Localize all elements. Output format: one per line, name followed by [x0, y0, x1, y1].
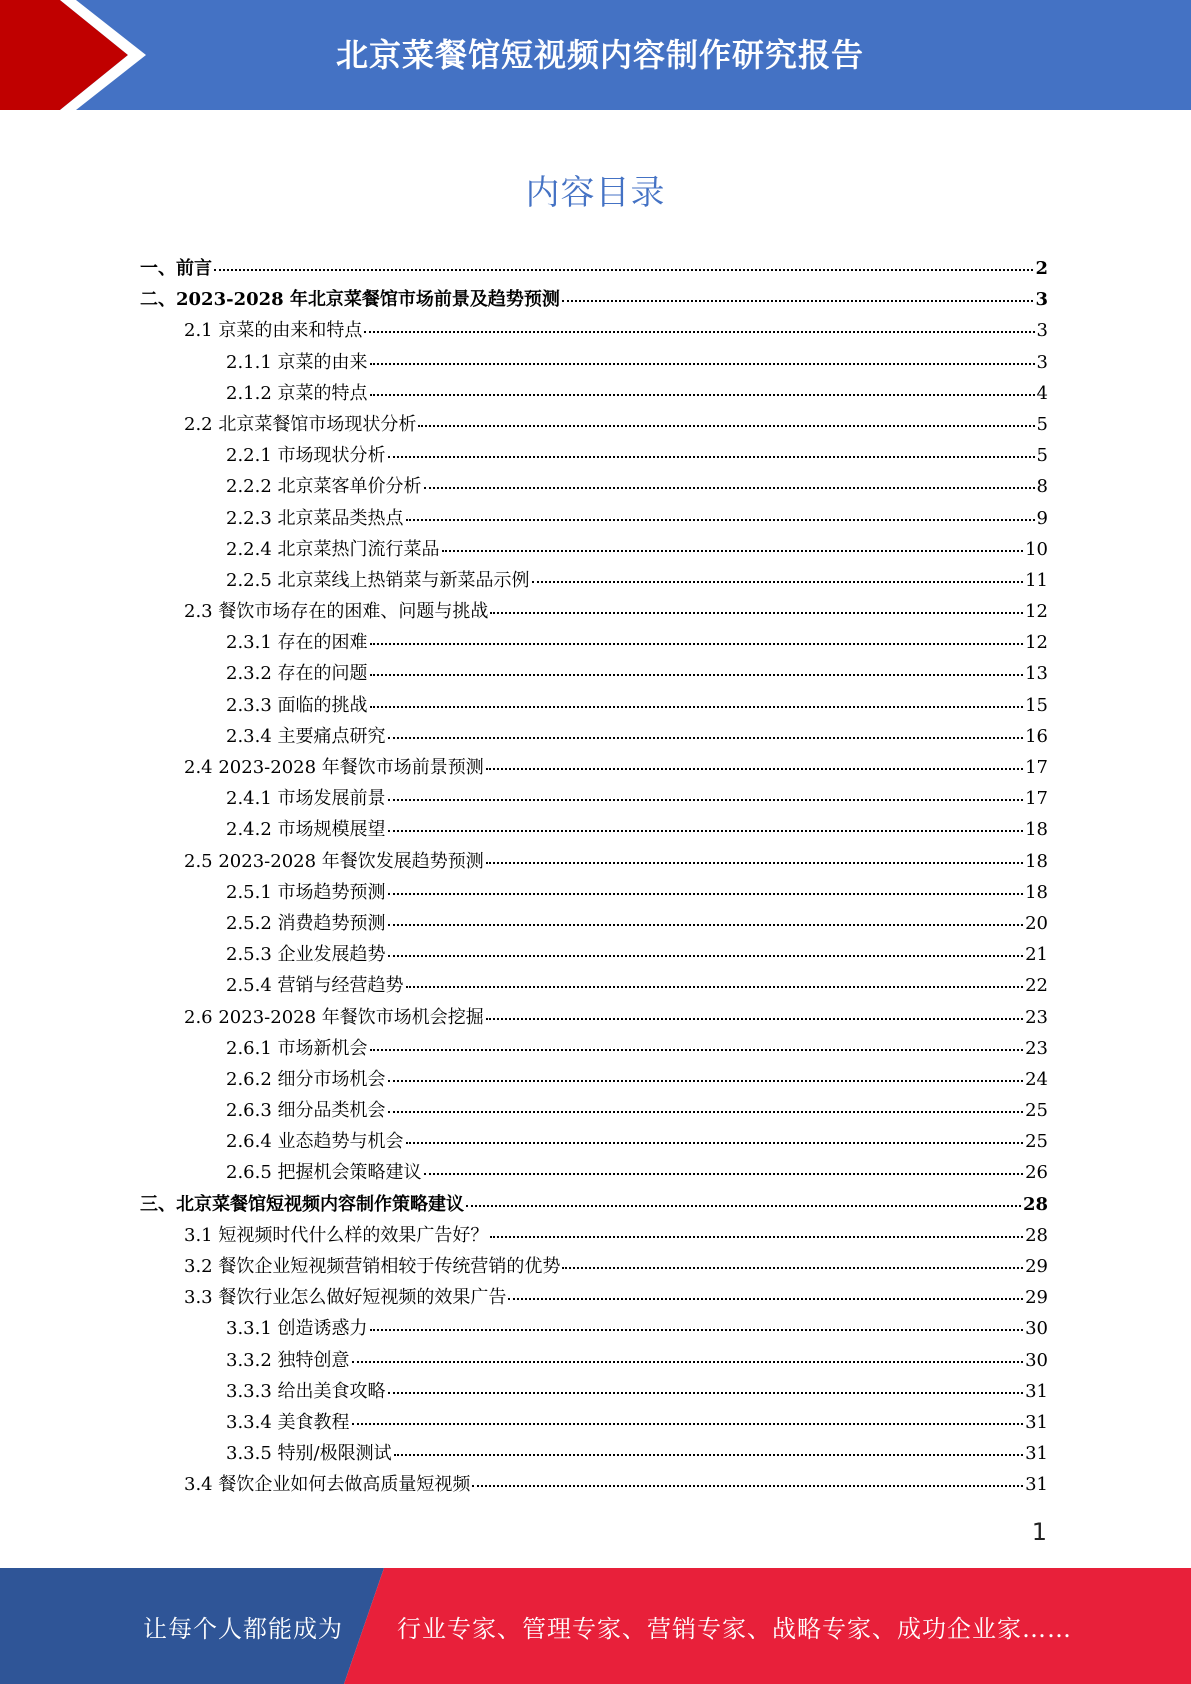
dot-leader [406, 519, 1035, 521]
dot-leader [486, 1018, 1023, 1020]
toc-entry-label: 2.2 北京菜餐馆市场现状分析 [184, 413, 417, 435]
toc-entry[interactable] [140, 1251, 1048, 1282]
toc-entry[interactable] [140, 1220, 1048, 1251]
toc-entry-page: 28 [1025, 1224, 1048, 1246]
toc-entry-label: 3.2 餐饮企业短视频营销相较于传统营销的优势 [184, 1256, 561, 1277]
toc-entry-label: 2.6.2 细分市场机会 [226, 1068, 386, 1090]
toc-entry-page: 5 [1036, 413, 1048, 435]
toc-entry-label: 2.6.1 市场新机会 [226, 1037, 368, 1059]
toc-entry-page: 31 [1025, 1474, 1048, 1496]
toc-entry[interactable] [140, 1189, 1048, 1220]
toc-entry[interactable] [140, 378, 1048, 409]
toc-entry-label: 3.1 短视频时代什么样的效果广告好？ [184, 1224, 489, 1246]
toc-entry[interactable] [140, 1033, 1048, 1064]
dot-leader [388, 1392, 1024, 1394]
dot-leader [466, 1205, 1021, 1207]
toc-entry-page: 18 [1025, 850, 1048, 872]
toc-entry-label: 2.3.1 存在的困难 [226, 632, 368, 654]
toc-entry-label: 二、2023-2028 年北京菜餐馆市场前景及趋势预测 [140, 289, 560, 311]
toc-entry-page: 12 [1025, 601, 1048, 623]
toc-entry-label: 3.3.1 创造诱惑力 [226, 1318, 368, 1340]
toc-entry[interactable] [140, 1376, 1048, 1407]
toc-entry[interactable] [140, 690, 1048, 721]
toc-entry-label: 2.2.1 市场现状分析 [226, 445, 386, 467]
toc-entry[interactable] [140, 877, 1048, 908]
dot-leader [562, 300, 1034, 302]
toc-entry-label: 三、北京菜餐馆短视频内容制作策略建议 [140, 1193, 464, 1215]
dot-leader [406, 986, 1024, 988]
toc-entry[interactable] [140, 1313, 1048, 1344]
toc-entry[interactable] [140, 347, 1048, 378]
toc-entry[interactable] [140, 783, 1048, 814]
toc-entry-page: 11 [1025, 569, 1048, 591]
dot-leader [388, 1080, 1024, 1082]
toc-entry[interactable] [140, 721, 1048, 752]
dot-leader [394, 1454, 1024, 1456]
toc-entry-label: 2.6.4 业态趋势与机会 [226, 1131, 404, 1153]
toc-entry-page: 23 [1025, 1037, 1048, 1059]
toc-entry[interactable] [140, 1345, 1048, 1376]
dot-leader [370, 706, 1024, 708]
dot-leader [388, 830, 1024, 832]
toc-entry-page: 31 [1025, 1411, 1048, 1433]
toc-entry[interactable] [140, 534, 1048, 565]
toc-entry-label: 2.5.2 消费趋势预测 [226, 912, 386, 934]
dot-leader [388, 893, 1024, 895]
toc-entry-label: 2.1 京菜的由来和特点 [184, 320, 363, 342]
toc-entry-page: 8 [1036, 476, 1048, 498]
dot-leader [370, 674, 1024, 676]
dot-leader [388, 1111, 1024, 1113]
toc-entry-page: 5 [1036, 445, 1048, 467]
toc-entry-page: 26 [1025, 1162, 1048, 1184]
dot-leader [442, 550, 1024, 552]
toc-entry[interactable] [140, 440, 1048, 471]
dot-leader [370, 1049, 1024, 1051]
toc-heading: 内容目录 [525, 173, 666, 213]
toc-entry[interactable] [140, 658, 1048, 689]
toc-entry-page: 3 [1035, 289, 1048, 311]
footer-slogan-right: 行业专家、管理专家、营销专家、战略专家、成功企业家…… [397, 1614, 1072, 1643]
dot-leader [352, 1423, 1024, 1425]
dot-leader [532, 581, 1024, 583]
toc-entry-page: 10 [1025, 538, 1048, 560]
toc-entry[interactable] [140, 1438, 1048, 1469]
toc-entry-page: 30 [1025, 1318, 1048, 1340]
dot-leader [352, 1361, 1024, 1363]
dot-leader [472, 1485, 1023, 1487]
toc-entry-label: 2.3.2 存在的问题 [226, 663, 368, 685]
toc-entry-page: 3 [1036, 351, 1048, 373]
toc-entry[interactable] [140, 565, 1048, 596]
dot-leader [406, 1142, 1024, 1144]
toc-entry[interactable] [140, 970, 1048, 1001]
toc-entry-label: 2.6.3 细分品类机会 [226, 1100, 386, 1122]
toc-entry-page: 28 [1022, 1193, 1048, 1215]
toc-entry-page: 18 [1025, 881, 1048, 903]
toc-entry[interactable] [140, 1469, 1048, 1500]
toc-entry-page: 21 [1025, 944, 1048, 966]
toc-entry[interactable] [140, 1282, 1048, 1313]
toc-entry-page: 13 [1025, 663, 1048, 685]
toc-entry-label: 一、前言 [140, 258, 212, 279]
toc-entry-label: 2.4.1 市场发展前景 [226, 788, 386, 810]
dot-leader [490, 612, 1023, 614]
dot-leader [388, 737, 1024, 739]
footer-banner [0, 1568, 1191, 1684]
toc-entry[interactable] [140, 1095, 1048, 1126]
toc-entry-label: 2.4 2023-2028 年餐饮市场前景预测 [184, 757, 484, 778]
toc-entry-page: 4 [1036, 382, 1048, 404]
toc-entry-label: 2.1.2 京菜的特点 [226, 382, 368, 404]
toc-entry[interactable] [140, 939, 1048, 970]
toc-entry-page: 17 [1025, 757, 1048, 778]
toc-entry-page: 31 [1025, 1443, 1048, 1465]
toc-entry-label: 2.3.4 主要痛点研究 [226, 725, 386, 747]
dot-leader [388, 955, 1024, 957]
toc-entry[interactable] [140, 1157, 1048, 1188]
toc-entry-label: 2.1.1 京菜的由来 [226, 351, 368, 373]
toc-entry-label: 3.3.4 美食教程 [226, 1411, 350, 1433]
dot-leader [486, 862, 1023, 864]
toc-entry[interactable] [140, 814, 1048, 845]
toc-entry[interactable] [140, 315, 1048, 346]
toc-entry[interactable] [140, 471, 1048, 502]
toc-entry-page: 25 [1025, 1100, 1048, 1122]
toc-entry[interactable] [140, 503, 1048, 534]
toc-entry[interactable] [140, 1064, 1048, 1095]
table-of-contents [140, 253, 1048, 1501]
toc-entry-page: 9 [1036, 507, 1048, 529]
header-banner [0, 0, 1191, 110]
toc-entry[interactable] [140, 846, 1048, 877]
footer-slogan-left: 让每个人都能成为 [143, 1614, 343, 1643]
toc-entry-label: 2.4.2 市场规模展望 [226, 819, 386, 841]
toc-entry[interactable] [140, 1002, 1048, 1033]
toc-entry-label: 3.3.2 独特创意 [226, 1349, 350, 1371]
toc-entry-page: 2 [1035, 258, 1048, 279]
report-title: 北京菜餐馆短视频内容制作研究报告 [335, 36, 864, 74]
toc-entry[interactable] [140, 752, 1048, 783]
toc-entry[interactable] [140, 409, 1048, 440]
toc-entry-page: 25 [1025, 1131, 1048, 1153]
chevron-arrow-icon [0, 0, 160, 110]
toc-entry-page: 17 [1025, 788, 1048, 810]
toc-entry-label: 2.5.3 企业发展趋势 [226, 944, 386, 966]
toc-entry-page: 12 [1025, 632, 1048, 654]
toc-entry-label: 2.2.5 北京菜线上热销菜与新菜品示例 [226, 569, 530, 591]
dot-leader [364, 331, 1034, 333]
toc-entry-page: 20 [1025, 912, 1048, 934]
toc-entry-label: 2.2.2 北京菜客单价分析 [226, 476, 422, 498]
toc-entry-page: 18 [1025, 819, 1048, 841]
dot-leader [388, 456, 1035, 458]
toc-entry-label: 2.3.3 面临的挑战 [226, 694, 368, 716]
toc-entry[interactable] [140, 596, 1048, 627]
toc-entry[interactable] [140, 253, 1048, 284]
dot-leader [370, 363, 1035, 365]
toc-entry-label: 3.3.3 给出美食攻略 [226, 1380, 386, 1402]
dot-leader [370, 1329, 1024, 1331]
toc-entry-label: 2.5 2023-2028 年餐饮发展趋势预测 [184, 850, 484, 872]
toc-entry-label: 2.3 餐饮市场存在的困难、问题与挑战 [184, 601, 489, 623]
toc-entry[interactable] [140, 908, 1048, 939]
toc-entry-label: 3.3 餐饮行业怎么做好短视频的效果广告 [184, 1287, 507, 1309]
dot-leader [424, 1173, 1024, 1175]
toc-entry-label: 2.5.4 营销与经营趋势 [226, 975, 404, 997]
toc-entry-page: 3 [1036, 320, 1048, 342]
toc-entry[interactable] [140, 1126, 1048, 1157]
toc-entry-label: 3.4 餐饮企业如何去做高质量短视频 [184, 1474, 471, 1496]
dot-leader [418, 425, 1034, 427]
toc-entry-page: 31 [1025, 1380, 1048, 1402]
toc-entry[interactable] [140, 1407, 1048, 1438]
page-number: 1 [1031, 1518, 1047, 1546]
toc-entry-label: 2.2.4 北京菜热门流行菜品 [226, 538, 440, 560]
dot-leader [214, 269, 1033, 271]
toc-entry-page: 24 [1025, 1068, 1048, 1090]
toc-entry-label: 2.6 2023-2028 年餐饮市场机会挖掘 [184, 1006, 484, 1028]
toc-entry[interactable] [140, 284, 1048, 315]
toc-entry-page: 30 [1025, 1349, 1048, 1371]
dot-leader [370, 394, 1035, 396]
dot-leader [388, 924, 1024, 926]
dot-leader [486, 768, 1023, 770]
dot-leader [508, 1298, 1023, 1300]
toc-entry-label: 2.5.1 市场趋势预测 [226, 881, 386, 903]
dot-leader [562, 1267, 1023, 1269]
toc-entry-page: 16 [1025, 725, 1048, 747]
toc-entry-label: 3.3.5 特别/极限测试 [226, 1443, 392, 1465]
dot-leader [490, 1236, 1023, 1238]
dot-leader [370, 643, 1024, 645]
toc-entry-page: 15 [1025, 694, 1048, 716]
toc-entry-page: 22 [1025, 975, 1048, 997]
toc-entry-page: 29 [1025, 1256, 1048, 1277]
dot-leader [388, 799, 1024, 801]
toc-entry-label: 2.2.3 北京菜品类热点 [226, 507, 404, 529]
toc-entry-page: 29 [1025, 1287, 1048, 1309]
toc-entry-page: 23 [1025, 1006, 1048, 1028]
dot-leader [424, 487, 1035, 489]
toc-entry[interactable] [140, 627, 1048, 658]
toc-entry-label: 2.6.5 把握机会策略建议 [226, 1162, 422, 1184]
